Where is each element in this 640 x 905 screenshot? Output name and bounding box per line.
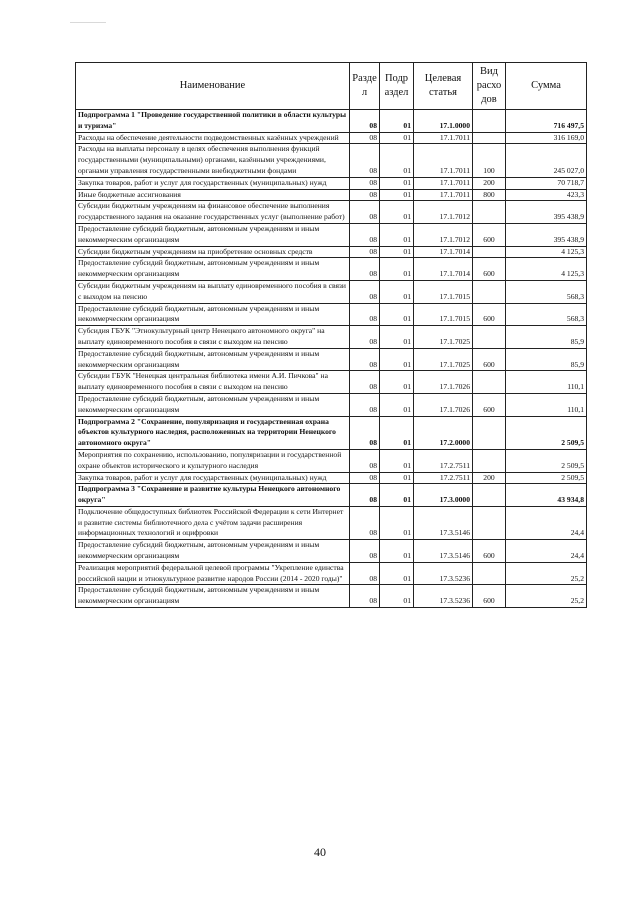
table-row: [76, 326, 587, 349]
header-target-article: Целевая статья: [414, 63, 473, 110]
cell-subsection: 01: [380, 416, 414, 449]
cell-subsection: 01: [380, 246, 414, 258]
cell-expense-type: [473, 132, 506, 144]
cell-subsection: 01: [380, 540, 414, 563]
table-row: [76, 540, 587, 563]
table-row: [76, 189, 587, 201]
cell-name: Расходы на обеспечение деятельности подведомственных казённых учреждений: [76, 132, 350, 144]
cell-expense-type: [473, 506, 506, 539]
table-row: [76, 506, 587, 539]
cell-name: Иные бюджетные ассигнования: [76, 189, 350, 201]
cell-section: 08: [350, 449, 380, 472]
header-section: Разде л: [350, 63, 380, 110]
table-row: [76, 585, 587, 608]
cell-sum: 4 125,3: [506, 258, 587, 281]
cell-target-article: 17.3.0000: [414, 484, 473, 507]
cell-sum: 316 169,0: [506, 132, 587, 144]
cell-expense-type: 600: [473, 223, 506, 246]
cell-name: Субсидии бюджетным учреждениям на выплату единовременного пособия в связи с выходом на пенсию: [76, 280, 350, 303]
cell-name: Субсидии ГБУК "Ненецкая центральная библиотека имени А.И. Пичкова" на выплату единовременного пособия в связи с выходом на пенсию: [76, 371, 350, 394]
table-row: [76, 246, 587, 258]
cell-expense-type: 600: [473, 258, 506, 281]
cell-subsection: 01: [380, 177, 414, 189]
cell-sum: 110,1: [506, 393, 587, 416]
header-name: Наименование: [76, 63, 350, 110]
cell-target-article: 17.3.5146: [414, 506, 473, 539]
cell-expense-type: 100: [473, 144, 506, 177]
table-row: [76, 132, 587, 144]
table-row: [76, 223, 587, 246]
cell-sum: 2 509,5: [506, 416, 587, 449]
cell-name: Подпрограмма 3 "Сохранение и развитие культуры Ненецкого автономного округа": [76, 484, 350, 507]
cell-section: 08: [350, 201, 380, 224]
table-row: [76, 280, 587, 303]
table-row: [76, 371, 587, 394]
cell-expense-type: [473, 326, 506, 349]
header-subsection: Подр аздел: [380, 63, 414, 110]
cell-subsection: 01: [380, 449, 414, 472]
cell-section: 08: [350, 132, 380, 144]
cell-section: 08: [350, 416, 380, 449]
cell-subsection: 01: [380, 371, 414, 394]
cell-sum: 25,2: [506, 562, 587, 585]
cell-target-article: 17.2.0000: [414, 416, 473, 449]
cell-target-article: 17.1.7014: [414, 258, 473, 281]
cell-target-article: 17.1.7012: [414, 201, 473, 224]
cell-sum: 24,4: [506, 540, 587, 563]
table-row: [76, 144, 587, 177]
cell-expense-type: 600: [473, 393, 506, 416]
cell-subsection: 01: [380, 110, 414, 133]
cell-name: Закупка товаров, работ и услуг для государственных (муниципальных) нужд: [76, 177, 350, 189]
cell-expense-type: 600: [473, 348, 506, 371]
table-row: [76, 562, 587, 585]
cell-expense-type: [473, 416, 506, 449]
cell-section: 08: [350, 189, 380, 201]
cell-sum: 395 438,9: [506, 201, 587, 224]
cell-expense-type: [473, 110, 506, 133]
cell-section: 08: [350, 562, 380, 585]
cell-name: Предоставление субсидий бюджетным, автономным учреждениям и иным некоммерческим организациям: [76, 585, 350, 608]
cell-name: Предоставление субсидий бюджетным, автономным учреждениям и иным некоммерческим организациям: [76, 393, 350, 416]
cell-sum: 85,9: [506, 348, 587, 371]
cell-target-article: 17.1.7011: [414, 177, 473, 189]
cell-target-article: 17.2.7511: [414, 449, 473, 472]
cell-section: 08: [350, 472, 380, 484]
cell-target-article: 17.1.7015: [414, 280, 473, 303]
cell-subsection: 01: [380, 506, 414, 539]
cell-subsection: 01: [380, 484, 414, 507]
table-body: [76, 110, 587, 608]
cell-target-article: 17.2.7511: [414, 472, 473, 484]
cell-section: 08: [350, 371, 380, 394]
table-row: [76, 303, 587, 326]
cell-section: 08: [350, 280, 380, 303]
table-row: [76, 393, 587, 416]
cell-sum: 24,4: [506, 506, 587, 539]
cell-target-article: 17.1.7026: [414, 371, 473, 394]
header-expense-type: Вид расхо дов: [473, 63, 506, 110]
cell-expense-type: [473, 201, 506, 224]
cell-target-article: 17.1.7011: [414, 144, 473, 177]
cell-expense-type: [473, 484, 506, 507]
cell-target-article: 17.1.7014: [414, 246, 473, 258]
cell-sum: 25,2: [506, 585, 587, 608]
cell-expense-type: 600: [473, 540, 506, 563]
cell-name: Подключение общедоступных библиотек Российской Федерации к сети Интернет и развитие системы библиотечного дела с учётом задачи расширения информационных технологий и оцифровки: [76, 506, 350, 539]
cell-section: 08: [350, 110, 380, 133]
table-row: [76, 110, 587, 133]
cell-section: 08: [350, 348, 380, 371]
cell-name: Предоставление субсидий бюджетным, автономным учреждениям и иным некоммерческим организациям: [76, 348, 350, 371]
cell-target-article: 17.3.5146: [414, 540, 473, 563]
cell-section: 08: [350, 585, 380, 608]
cell-name: Субсидия ГБУК "Этнокультурный центр Ненецкого автономного округа" на выплату единовременного пособия в связи с выходом на пенсию: [76, 326, 350, 349]
cell-expense-type: 200: [473, 472, 506, 484]
cell-sum: 2 509,5: [506, 449, 587, 472]
cell-subsection: 01: [380, 144, 414, 177]
cell-section: 08: [350, 326, 380, 349]
cell-subsection: 01: [380, 303, 414, 326]
cell-subsection: 01: [380, 562, 414, 585]
table-row: [76, 484, 587, 507]
cell-target-article: 17.3.5236: [414, 562, 473, 585]
table-row: [76, 201, 587, 224]
cell-target-article: 17.3.5236: [414, 585, 473, 608]
cell-expense-type: [473, 562, 506, 585]
cell-subsection: 01: [380, 189, 414, 201]
cell-expense-type: [473, 371, 506, 394]
cell-expense-type: [473, 280, 506, 303]
cell-name: Подпрограмма 1 "Проведение государственной политики в области культуры и туризма": [76, 110, 350, 133]
cell-section: 08: [350, 223, 380, 246]
header-sum: Сумма: [506, 63, 587, 110]
cell-sum: 110,1: [506, 371, 587, 394]
cell-name: Реализация мероприятий федеральной целевой программы "Укрепление единства российской нации и этнокультурное развитие народов России (2014 - 2020 годы)": [76, 562, 350, 585]
cell-sum: 568,3: [506, 303, 587, 326]
cell-name: Субсидии бюджетным учреждениям на приобретение основных средств: [76, 246, 350, 258]
cell-subsection: 01: [380, 326, 414, 349]
cell-name: Субсидии бюджетным учреждениям на финансовое обеспечение выполнения государственного задания на оказание государственных услуг (выполнение работ): [76, 201, 350, 224]
cell-section: 08: [350, 393, 380, 416]
cell-subsection: 01: [380, 132, 414, 144]
cell-target-article: 17.1.7025: [414, 326, 473, 349]
cell-sum: 2 509,5: [506, 472, 587, 484]
cell-expense-type: 600: [473, 303, 506, 326]
cell-target-article: 17.1.7025: [414, 348, 473, 371]
cell-section: 08: [350, 303, 380, 326]
cell-sum: 716 497,5: [506, 110, 587, 133]
cell-sum: 43 934,8: [506, 484, 587, 507]
cell-sum: 70 718,7: [506, 177, 587, 189]
cell-sum: 85,9: [506, 326, 587, 349]
cell-sum: 423,3: [506, 189, 587, 201]
scan-mark: [70, 22, 106, 23]
cell-target-article: 17.1.7026: [414, 393, 473, 416]
cell-expense-type: 800: [473, 189, 506, 201]
cell-expense-type: 200: [473, 177, 506, 189]
cell-section: 08: [350, 144, 380, 177]
cell-target-article: 17.1.0000: [414, 110, 473, 133]
page-number: 40: [314, 845, 326, 859]
cell-section: 08: [350, 484, 380, 507]
cell-subsection: 01: [380, 585, 414, 608]
cell-name: Предоставление субсидий бюджетным, автономным учреждениям и иным некоммерческим организациям: [76, 303, 350, 326]
table-row: [76, 449, 587, 472]
cell-name: Предоставление субсидий бюджетным, автономным учреждениям и иным некоммерческим организациям: [76, 258, 350, 281]
cell-sum: 395 438,9: [506, 223, 587, 246]
table-row: [76, 348, 587, 371]
cell-name: Закупка товаров, работ и услуг для государственных (муниципальных) нужд: [76, 472, 350, 484]
table-header-row: [76, 63, 587, 110]
cell-name: Расходы на выплаты персоналу в целях обеспечения выполнения функций государственными (муниципальными) органами, казёнными учреждениями, органами управления государственными внебюджетными фондами: [76, 144, 350, 177]
cell-section: 08: [350, 540, 380, 563]
table-row: [76, 472, 587, 484]
table-row: [76, 416, 587, 449]
cell-subsection: 01: [380, 223, 414, 246]
cell-subsection: 01: [380, 348, 414, 371]
cell-subsection: 01: [380, 393, 414, 416]
cell-subsection: 01: [380, 258, 414, 281]
cell-name: Предоставление субсидий бюджетным, автономным учреждениям и иным некоммерческим организациям: [76, 223, 350, 246]
cell-sum: 245 027,0: [506, 144, 587, 177]
cell-sum: 568,3: [506, 280, 587, 303]
cell-target-article: 17.1.7012: [414, 223, 473, 246]
cell-expense-type: 600: [473, 585, 506, 608]
cell-section: 08: [350, 258, 380, 281]
cell-section: 08: [350, 246, 380, 258]
cell-name: Мероприятия по сохранению, использованию, популяризации и государственной охране объектов исторического и культурного наследия: [76, 449, 350, 472]
table-row: [76, 258, 587, 281]
cell-target-article: 17.1.7015: [414, 303, 473, 326]
table-row: [76, 177, 587, 189]
cell-subsection: 01: [380, 201, 414, 224]
cell-section: 08: [350, 177, 380, 189]
cell-expense-type: [473, 246, 506, 258]
budget-table: [75, 62, 587, 608]
cell-name: Подпрограмма 2 "Сохранение, популяризация и государственная охрана объектов культурного наследия, расположенных на территории Ненецкого автономного округа": [76, 416, 350, 449]
cell-target-article: 17.1.7011: [414, 132, 473, 144]
cell-subsection: 01: [380, 280, 414, 303]
cell-subsection: 01: [380, 472, 414, 484]
cell-sum: 4 125,3: [506, 246, 587, 258]
cell-expense-type: [473, 449, 506, 472]
cell-name: Предоставление субсидий бюджетным, автономным учреждениям и иным некоммерческим организациям: [76, 540, 350, 563]
cell-section: 08: [350, 506, 380, 539]
cell-target-article: 17.1.7011: [414, 189, 473, 201]
